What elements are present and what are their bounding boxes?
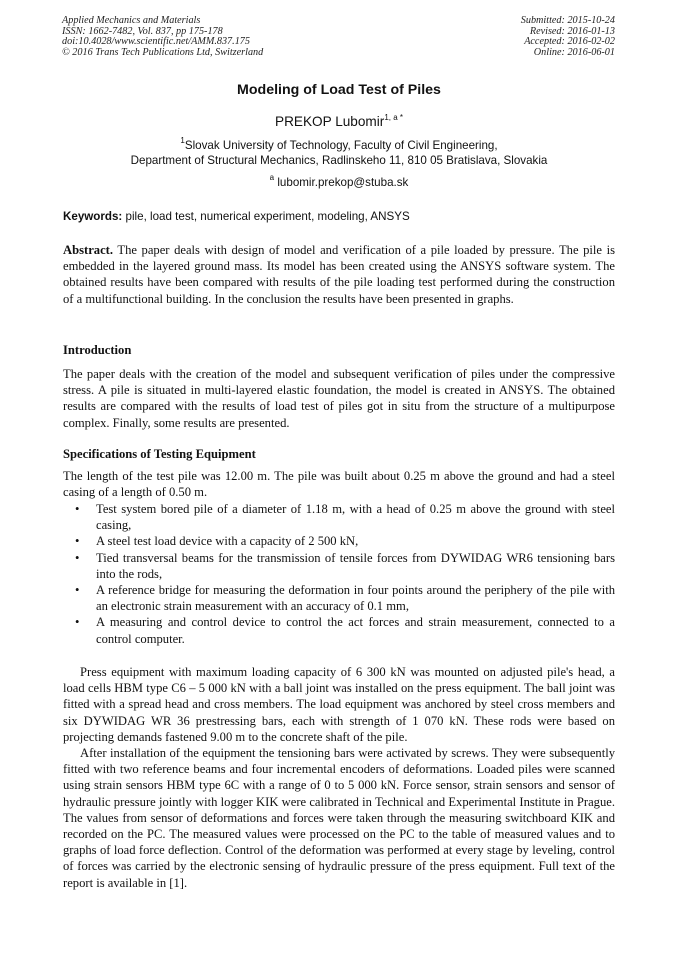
author-superscript: 1, a * <box>384 113 403 122</box>
keywords-label: Keywords: <box>63 210 123 223</box>
journal-name: Applied Mechanics and Materials <box>62 15 201 26</box>
author-line <box>0 114 678 129</box>
installation-paragraph: After installation of the equipment the tensioning bars were activated by screws. They were subsequently fitted with two reference beams and four incremental encoders of deformations. Loaded piles were scanned using strain sensors HBM type 6C with a range of 0 to 5 000 kN. Force sensor, strain sensors and sensor of hydraulic pressure jointly with logger KIK were calibrated in Technical and Experimental Institute in Prague. The values from sensor of deformations and forces were taken through the measuring switchboard KIK and recorded on the PC. The measured values were processed on the PC to the table of measured values and to graphs of load force deflection. Control of the deformation was performed at every stage by leveling, control of forces was carried by the electronic sensing of hydraulic pressure of the press equipment. Full text of the report is available in [1]. <box>63 746 615 890</box>
affiliation <box>0 138 678 168</box>
list-item-text: Test system bored pile of a diameter of 1.18 m, with a head of 0.25 m above the ground with steel casing, <box>96 502 615 533</box>
list-item-text: A measuring and control device to control the act forces and strain measurement, connected to a control computer. <box>96 615 615 646</box>
section-heading-introduction: Introduction <box>63 343 132 357</box>
specifications-intro: The length of the test pile was 12.00 m. The pile was built about 0.25 m above the ground and had a steel casing of a length of 0.50 m. <box>63 469 615 500</box>
list-item-text: A reference bridge for measuring the deformation in four points around the periphery of the pile with an electronic strain measurement with an accuracy of 0.1 mm, <box>96 583 615 614</box>
list-item <box>63 582 615 614</box>
list-item-text: A steel test load device with a capacity of 2 500 kN, <box>96 534 359 549</box>
bullet-icon: • <box>75 583 80 598</box>
list-item-text: Tied transversal beams for the transmission of tensile forces from DYWIDAG WR6 tensioning bars into the rods, <box>96 550 615 581</box>
list-item <box>63 550 615 582</box>
list-item <box>63 501 615 533</box>
section-heading-specifications: Specifications of Testing Equipment <box>63 447 256 461</box>
press-equipment-paragraph: Press equipment with maximum loading capacity of 6 300 kN was mounted on adjusted pile's head, a load cells HBM type C6 – 5 000 kN with a ball joint was installed on the press equipment. The ball joint was fitted with a spread head and cross members. The load equipment was anchored by steel cross members and six DYWIDAG WR 36 prestressing bars, each with strength of 1 070 kN. These rods were based on projecting demands fastened 9.00 m to the concrete shaft of the pile. <box>63 665 615 744</box>
affiliation-text-1: Slovak University of Technology, Faculty of Civil Engineering, <box>184 139 498 152</box>
email-superscript: a <box>269 173 275 182</box>
affiliation-line-2: Department of Structural Mechanics, Radlinskeho 11, 810 05 Bratislava, Slovakia <box>130 154 548 167</box>
list-item <box>63 533 615 549</box>
keywords <box>63 210 615 223</box>
submission-dates <box>521 16 615 58</box>
keywords-text: pile, load test, numerical experiment, modeling, ANSYS <box>125 210 410 223</box>
date-online: Online: 2016-06-01 <box>533 46 615 58</box>
date-revised: Revised: 2016-01-13 <box>529 25 615 37</box>
journal-doi: doi:10.4028/www.scientific.net/AMM.837.175 <box>62 36 250 48</box>
list-item <box>63 614 615 646</box>
introduction-paragraph: The paper deals with the creation of the model and subsequent verification of piles under the compressive stress. A pile is situated in multi-layered elastic foundation, the model is created in ANSYS. The obtained results are compared with the results of load test of piles got in situ from the structure of a multipurpose complex. Finally, some results are presented. <box>63 367 615 430</box>
abstract <box>63 242 615 307</box>
email-address: lubomir.prekop@stuba.sk <box>277 176 409 189</box>
bullet-icon: • <box>75 615 80 630</box>
date-submitted: Submitted: 2015-10-24 <box>520 15 615 26</box>
paper-title: Modeling of Load Test of Piles <box>237 82 441 98</box>
abstract-text: The paper deals with design of model and verification of a pile loaded by pressure. The pile is embedded in the layered ground mass. Its model has been created using the ANSYS software system. The obtained results have been compared with results of the pile loading test performed during the construction of a multifunctional building. In the conclusion the results have been presented in graphs. <box>63 243 615 306</box>
bullet-icon: • <box>75 534 80 549</box>
equipment-list <box>63 501 615 647</box>
affiliation-superscript: 1 <box>180 136 185 145</box>
author-name: PREKOP Lubomir <box>275 114 385 129</box>
journal-header <box>62 16 263 58</box>
bullet-icon: • <box>75 550 80 565</box>
journal-issn: ISSN: 1662-7482, Vol. 837, pp 175-178 <box>62 25 223 37</box>
affiliation-line-1 <box>0 138 678 153</box>
date-accepted: Accepted: 2016-02-02 <box>524 36 615 48</box>
bullet-icon: • <box>75 502 80 516</box>
author-email <box>0 173 678 189</box>
journal-copyright: © 2016 Trans Tech Publications Ltd, Switzerland <box>62 46 264 58</box>
abstract-label: Abstract. <box>63 243 114 257</box>
